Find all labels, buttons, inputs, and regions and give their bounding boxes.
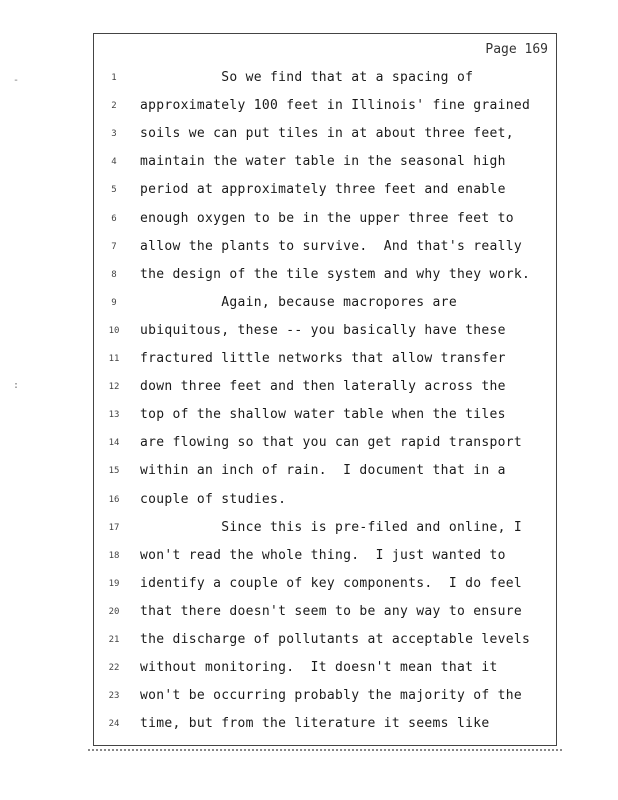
transcript-line: allow the plants to survive. And that's really xyxy=(140,238,522,254)
transcript-line: down three feet and then laterally across the xyxy=(140,379,506,395)
line-number: 10 xyxy=(108,325,120,336)
margin-tick: - xyxy=(13,75,20,86)
page-number: Page 169 xyxy=(485,42,548,57)
line-number: 15 xyxy=(108,466,120,477)
transcript-line: the design of the tile system and why they work. xyxy=(140,266,531,282)
line-number: 18 xyxy=(108,550,120,561)
line-number: 8 xyxy=(111,269,117,280)
transcript-line: identify a couple of key components. I do feel xyxy=(140,575,522,591)
transcript-line: the discharge of pollutants at acceptable levels xyxy=(140,632,531,647)
line-number: 14 xyxy=(108,438,120,449)
line-number: 17 xyxy=(108,522,120,533)
transcript-line: enough oxygen to be in the upper three feet to xyxy=(140,210,514,226)
line-number: 11 xyxy=(108,354,120,364)
transcript-line: fractured little networks that allow transfer xyxy=(140,351,506,366)
line-number: 16 xyxy=(108,494,120,505)
line-number: 21 xyxy=(108,635,120,645)
line-number: 12 xyxy=(108,382,120,393)
transcript-line: within an inch of rain. I document that in a xyxy=(140,463,506,479)
transcript-line: are flowing so that you can get rapid transport xyxy=(140,435,522,451)
line-number: 4 xyxy=(111,157,117,168)
line-number: 24 xyxy=(108,719,120,730)
transcript-line: won't read the whole thing. I just wanted to xyxy=(140,547,506,563)
line-number: 9 xyxy=(111,297,117,308)
line-number: 6 xyxy=(111,213,117,224)
margin-tick: : xyxy=(13,380,20,391)
line-number: 20 xyxy=(108,606,120,617)
transcript-line: that there doesn't seem to be any way to ensure xyxy=(140,603,522,619)
transcript-line: top of the shallow water table when the tiles xyxy=(140,407,506,423)
transcript-line: approximately 100 feet in Illinois' fine grained xyxy=(140,98,531,114)
line-number: 2 xyxy=(111,101,117,112)
transcript-line: won't be occurring probably the majority of the xyxy=(140,688,522,704)
transcript-line: period at approximately three feet and enable xyxy=(140,182,506,198)
line-number: 5 xyxy=(111,185,117,196)
line-number: 3 xyxy=(111,129,117,140)
line-number: 13 xyxy=(108,410,120,421)
transcript-line: maintain the water table in the seasonal high xyxy=(140,154,506,170)
transcript-line: couple of studies. xyxy=(140,491,287,507)
transcript-line: So we find that at a spacing of xyxy=(140,70,474,85)
transcript-line: ubiquitous, these -- you basically have these xyxy=(140,322,506,338)
transcript-line: Again, because macropores are xyxy=(140,294,457,310)
transcript-line: soils we can put tiles in at about three feet, xyxy=(140,126,514,142)
line-number: 7 xyxy=(111,241,117,252)
transcript-line: without monitoring. It doesn't mean that it xyxy=(140,660,498,676)
line-number: 19 xyxy=(108,578,120,589)
line-number: 1 xyxy=(111,73,117,83)
transcript-page xyxy=(93,33,557,746)
line-number: 23 xyxy=(108,691,120,702)
line-number: 22 xyxy=(108,663,120,674)
transcript-line: time, but from the literature it seems like xyxy=(140,716,490,732)
transcript-line: Since this is pre-filed and online, I xyxy=(140,519,522,535)
bottom-rule xyxy=(88,749,562,751)
